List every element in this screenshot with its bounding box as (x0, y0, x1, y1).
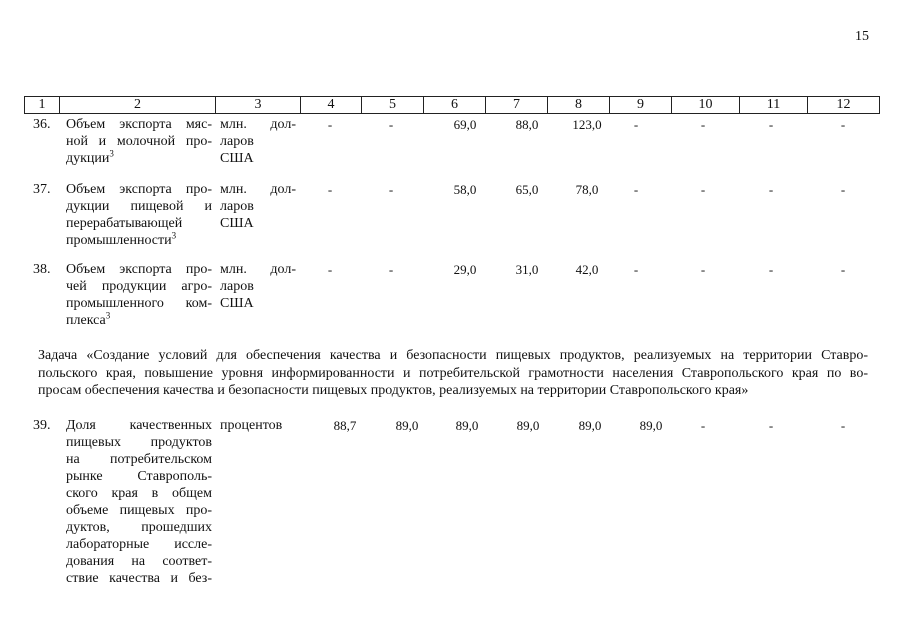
value-cell: 123,0 (572, 117, 602, 132)
unit-line: США (220, 216, 254, 231)
table-header (24, 96, 880, 114)
value-cell: - (768, 262, 774, 277)
unit-line: ларов (220, 279, 254, 294)
value-cell: 88,0 (515, 117, 539, 132)
value-cell: - (327, 117, 333, 132)
value-cell: - (388, 182, 394, 197)
row-number: 39. (33, 418, 51, 433)
value-cell: 29,0 (453, 262, 477, 277)
value-cell: - (840, 117, 846, 132)
name-line: пищевых продуктов (66, 435, 212, 450)
indicator-name (66, 417, 212, 587)
header-cell: 5 (362, 97, 424, 114)
header-row (25, 97, 880, 114)
unit (220, 417, 296, 434)
name-line: рынке Ставрополь- (66, 469, 212, 484)
name-text: дукции (66, 151, 110, 166)
unit (220, 116, 296, 167)
value-cell: 89,0 (395, 418, 419, 433)
unit (220, 181, 296, 232)
value-cell: - (327, 182, 333, 197)
value-cell: 65,0 (515, 182, 539, 197)
value-cell: 42,0 (575, 262, 599, 277)
unit-line: млн. дол- (220, 262, 296, 277)
row-number: 38. (33, 262, 51, 277)
row-number: 37. (33, 182, 51, 197)
name-line (66, 150, 212, 167)
unit (220, 261, 296, 312)
name-line: ной и молочной про- (66, 134, 212, 149)
task-line: Задача «Создание условий для обеспечения качества и безопасности пищевых продуктов, реализуемых на территории Ставро- (38, 348, 868, 363)
header-cell: 11 (740, 97, 808, 114)
header-cell: 1 (25, 97, 60, 114)
value-cell: 78,0 (575, 182, 599, 197)
name-line: Доля качественных (66, 418, 212, 433)
name-line: дукции пищевой и (66, 199, 212, 214)
value-cell: - (840, 418, 846, 433)
value-cell: 58,0 (453, 182, 477, 197)
value-cell: - (633, 182, 639, 197)
name-line: Объем экспорта мяс- (66, 117, 212, 132)
name-line: лабораторные иссле- (66, 537, 212, 552)
value-cell: 89,0 (639, 418, 663, 433)
header-cell: 8 (548, 97, 610, 114)
name-line: на потребительском (66, 452, 212, 467)
name-line: объеме пищевых про- (66, 503, 212, 518)
value-cell: 88,7 (333, 418, 357, 433)
name-text: промышленности (66, 233, 172, 248)
value-cell: - (768, 418, 774, 433)
name-line (66, 232, 212, 249)
value-cell: - (768, 182, 774, 197)
value-cell: - (633, 262, 639, 277)
value-cell: - (700, 117, 706, 132)
value-cell: - (768, 117, 774, 132)
name-line: дования на соответ- (66, 554, 212, 569)
value-cell: 89,0 (578, 418, 602, 433)
task-heading (38, 347, 868, 400)
header-cell: 9 (610, 97, 672, 114)
name-line: ствие качества и без- (66, 571, 212, 586)
value-cell: 31,0 (515, 262, 539, 277)
unit-line: ларов (220, 134, 254, 149)
name-line: перерабатывающей (66, 216, 183, 231)
name-line: промышленного ком- (66, 296, 212, 311)
value-cell: 69,0 (453, 117, 477, 132)
unit-line: млн. дол- (220, 182, 296, 197)
footnote-mark: 3 (171, 230, 177, 241)
value-cell: - (700, 182, 706, 197)
task-line: польского края, повышение уровня информированности и потребительской грамотности населения Ставропольского края по во- (38, 365, 868, 381)
header-cell: 12 (808, 97, 880, 114)
name-line: Объем экспорта про- (66, 262, 212, 277)
value-cell: - (700, 262, 706, 277)
indicator-name (66, 116, 212, 167)
header-cell: 4 (301, 97, 362, 114)
header-cell: 7 (486, 97, 548, 114)
header-cell: 6 (424, 97, 486, 114)
page-number: 15 (855, 29, 869, 44)
value-cell: - (633, 117, 639, 132)
value-cell: - (327, 262, 333, 277)
name-text: плекса (66, 313, 106, 328)
value-cell: - (388, 262, 394, 277)
name-line: чей продукции агро- (66, 279, 212, 294)
value-cell: - (388, 117, 394, 132)
value-cell: 89,0 (516, 418, 540, 433)
value-cell: - (700, 418, 706, 433)
row-number: 36. (33, 117, 51, 132)
indicator-name (66, 181, 212, 249)
value-cell: 89,0 (455, 418, 479, 433)
name-line: Объем экспорта про- (66, 182, 212, 197)
indicator-name (66, 261, 212, 329)
unit-line: млн. дол- (220, 117, 296, 132)
task-line: просам обеспечения качества и безопасности пищевых продуктов, реализуемых на территории Ставропольского края» (38, 383, 749, 398)
unit-line: процентов (220, 418, 283, 433)
name-line (66, 312, 212, 329)
value-cell: - (840, 182, 846, 197)
header-cell: 2 (60, 97, 216, 114)
header-cell: 3 (216, 97, 301, 114)
value-cell: - (840, 262, 846, 277)
name-line: дуктов, прошедших (66, 520, 212, 535)
header-cell: 10 (672, 97, 740, 114)
unit-line: ларов (220, 199, 254, 214)
unit-line: США (220, 151, 254, 166)
footnote-mark: 3 (109, 148, 114, 159)
footnote-mark: 3 (105, 310, 111, 321)
name-line: ского края в общем (66, 486, 212, 501)
unit-line: США (220, 296, 254, 311)
